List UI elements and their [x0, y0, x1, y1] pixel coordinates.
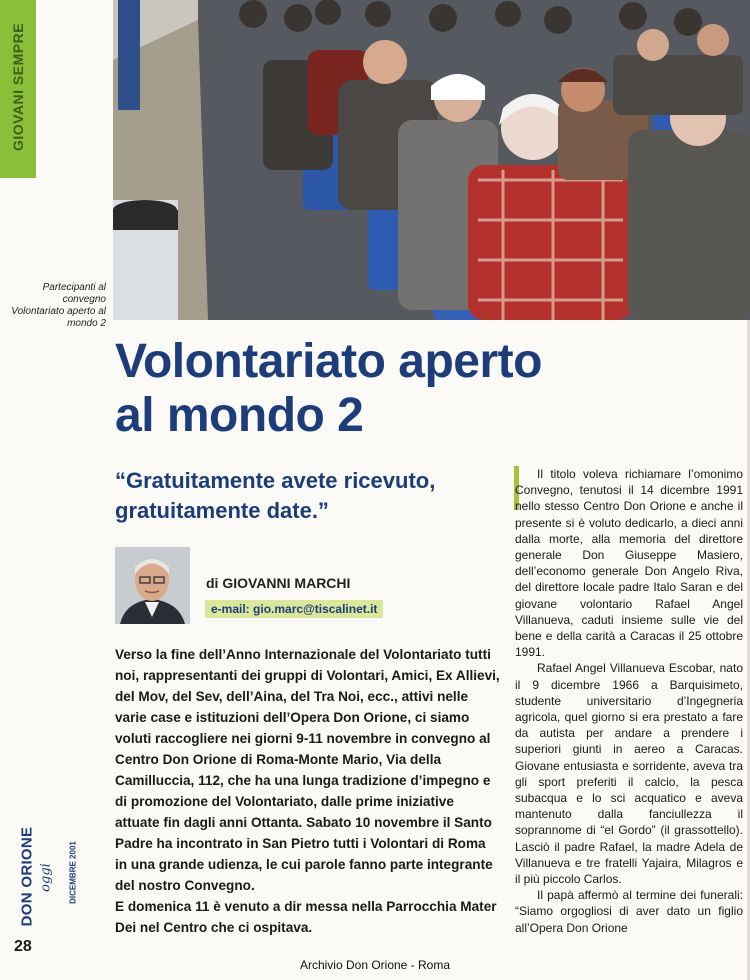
- section-tab: [0, 0, 36, 178]
- magazine-name: DON ORIONE: [18, 826, 36, 927]
- author-byline: [206, 575, 350, 591]
- subtitle-line-1: “Gratuitamente avete ricevuto,: [115, 468, 436, 493]
- magazine-masthead: [8, 820, 78, 935]
- photo-caption: Partecipanti al convegno Volontariato aperto al mondo 2: [11, 282, 106, 329]
- column-paragraph-2: Rafael Angel Villanueva Escobar, nato il 9 dicembre 1966 a Barquisimeto, studente universitario d’Ingegneria agricola, quel giorno si era prestato a fare da autista per andare a prendere i superiori giunti in aereo a Caracas. Giovane entusiasta e sorridente, aveva tra gli sport preferiti il calcio, la pesca subacqua e lo sci acquatico e aveva mantenuto dalla fanciullezza il soprannome di “el Gordo” (il grassottello). Lasciò il padre Rafael, la madre Adela de Villanueva e tre fratelli Yajaira, Milagros e il più piccolo Carlos.: [515, 661, 743, 887]
- email-label: e-mail:: [211, 602, 250, 616]
- column-paragraph-3: Il papà affermò al termine dei funerali: “Siamo orgogliosi di aver dato un figlio all’Opera Don Orione: [515, 888, 743, 935]
- section-label: GIOVANI SEMPRE: [10, 22, 26, 152]
- article-title: [115, 335, 735, 443]
- author-prefix: di: [206, 575, 219, 591]
- article-subtitle: [115, 466, 495, 526]
- magazine-subname: oggi: [38, 863, 54, 892]
- title-line-1: Volontariato aperto: [115, 335, 542, 388]
- article-lead: [115, 644, 500, 938]
- article-column: [515, 466, 743, 936]
- archive-footer: Archivio Don Orione - Roma: [299, 958, 451, 972]
- audience-photo: [113, 0, 750, 320]
- subtitle-line-2: gratuitamente date.”: [115, 498, 329, 523]
- lead-paragraph-2: E domenica 11 è venuto a dir messa nella Parrocchia Mater Dei nel Centro che ci ospitava.: [115, 899, 497, 935]
- email-address[interactable]: gio.marc@tiscalinet.it: [253, 602, 378, 616]
- page-number: 28: [14, 938, 32, 955]
- magazine-date: DICEMBRE 2001: [68, 841, 78, 904]
- lead-paragraph-1: Verso la fine dell’Anno Internazionale del Volontariato tutti noi, rappresentanti dei gruppi di Volontari, Amici, Ex Allievi, del Mov, del Sev, dell’Aina, del Tra Noi, ecc., attivi nelle varie case e istituzioni dell’Opera Don Orione, ci siamo voluti raccogliere nei giorni 9-11 novembre in convegno al Centro Don Orione di Roma-Monte Mario, Via della Camilluccia, 112, che ha una lunga tradizione d’impegno e di promozione del Volontariato, dalle prime iniziative attuate fin dagli anni Ottanta. Sabato 10 novembre il Santo Padre ha incontrato in San Pietro tutti i Volontari di Roma in una grande udienza, le cui parole fanno parte integrante del nostro Convegno.: [115, 647, 500, 893]
- column-paragraph-1: Il titolo voleva richiamare l’omonimo Convegno, tenutosi il 14 dicembre 1991 nello stesso Centro Don Orione e anche il presente si è voluto dedicarlo, a dieci anni dalla morte, alla memoria del direttore generale Don Giuseppe Masiero, dell’economo generale Don Angelo Riva, del direttore locale padre Italo Saran e del giovane volontario Rafael Angel Villanueva, caduti insieme sulle vie del bene e della carità a Caracas il 25 ottobre 1991.: [515, 467, 743, 660]
- author-email: [205, 600, 383, 618]
- author-name: GIOVANNI MARCHI: [222, 575, 351, 591]
- author-photo: [115, 547, 190, 624]
- title-line-2: al mondo 2: [115, 389, 364, 442]
